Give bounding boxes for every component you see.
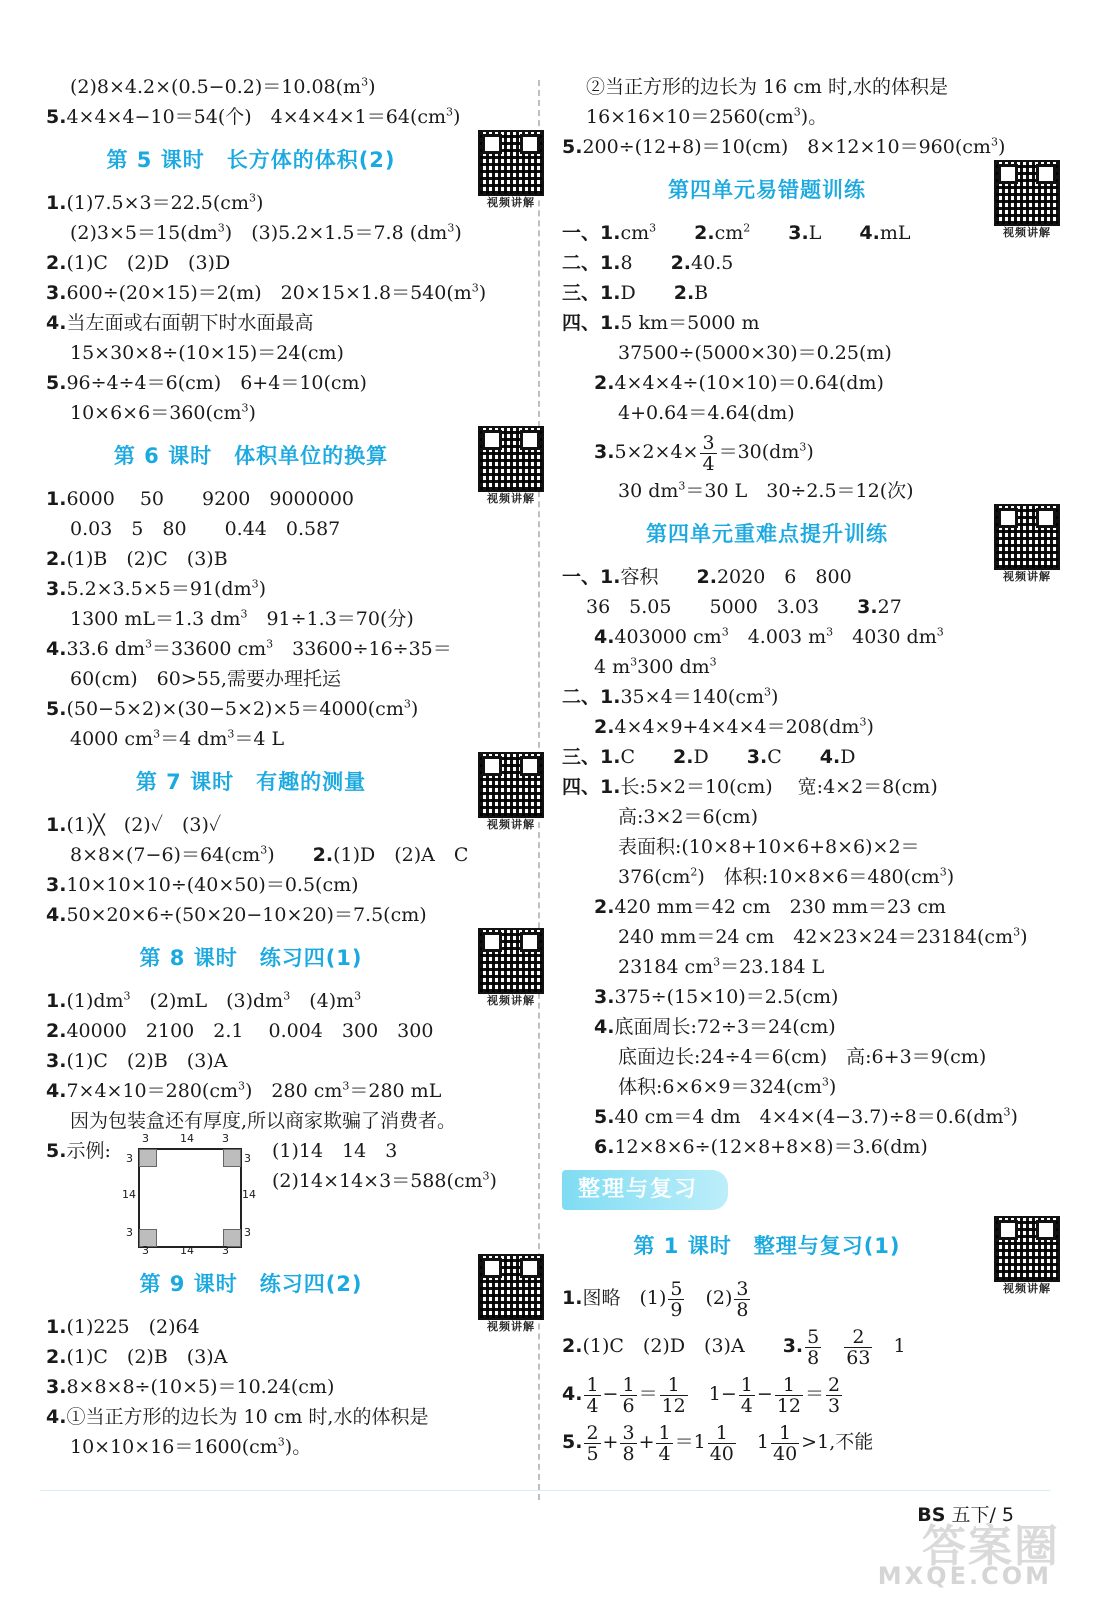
answer-line: $4.7\times 4\times 10=280(cm^3)$ 280 $cm^3=280$ mL bbox=[46, 1079, 442, 1102]
answer-line: 2.(1)C (2)D (3)D bbox=[46, 252, 231, 274]
answer-line: 1.图略 (1) $\frac{5}{9}$ (2) $\frac{3}{8}$ bbox=[562, 1277, 749, 1321]
answer-line: 4000 $cm^3=4$ $dm^3=4$ L bbox=[70, 727, 285, 750]
answer-line: 高:3×2＝6(cm) bbox=[618, 806, 759, 828]
answer-line: 2.(1)C (2)D (3)A 3. $\frac{5}{8}$ $\frac{2}{63}$ 1 bbox=[562, 1325, 906, 1369]
answer-line: 3.375÷(15×10)＝2.5(cm) bbox=[594, 986, 839, 1008]
edition-code: BS bbox=[917, 1504, 946, 1526]
square-net bbox=[138, 1148, 242, 1248]
qr-code-icon[interactable]: 视频讲解 bbox=[992, 160, 1062, 240]
answer-line: 二、$1.35\times 4=140(cm^3)$ bbox=[562, 685, 779, 708]
answer-line: 3.600÷(20×15)＝2(m) $20\times 15\times 1.8=540(m^3)$ bbox=[46, 281, 487, 304]
qr-code-icon[interactable]: 视频讲解 bbox=[476, 928, 546, 1008]
answer-line: 1.6000 50 9200 9000000 bbox=[46, 488, 354, 510]
answer-line: $8\times 8\times(7-6)=64(cm^3)$ 2.(1)D (2)A C bbox=[70, 843, 469, 866]
answer-line: 4. $\frac{1}{4}$ − $\frac{1}{6}$ ＝ $\frac{1}{12}$ 1− $\frac{1}{4}$ − $\frac{1}{12}$ ＝ $\frac{2}{3}$ bbox=[562, 1373, 841, 1417]
answer-line: 4.当左面或右面朝下时水面最高 bbox=[46, 312, 314, 334]
answer-line: 3.8×8×8÷(10×5)＝10.24(cm) bbox=[46, 1376, 335, 1398]
dimension-label: 14 bbox=[122, 1188, 136, 1201]
dimension-label: 14 bbox=[180, 1244, 194, 1257]
answer-line: 一、1.容积 2.2020 6 800 bbox=[562, 566, 852, 588]
answer-line: 表面积:(10×8+10×6+8×6)×2＝ bbox=[618, 836, 920, 858]
answer-line: 5.40 cm＝4 dm $4\times 4\times(4-3.7)\div 8=0.6(dm^3)$ bbox=[594, 1105, 1018, 1128]
watermark-logo: 答案圈 bbox=[922, 1521, 1060, 1572]
dimension-label: 3 bbox=[126, 1152, 133, 1165]
dimension-label: 3 bbox=[244, 1152, 251, 1165]
answer-line: $10\times 6\times 6=360(cm^3)$ bbox=[70, 401, 256, 424]
answer-line: 四、1.长:5×2＝10(cm) 宽:4×2＝8(cm) bbox=[562, 776, 938, 798]
answer-line: 4.50×20×6÷(50×20−10×20)＝7.5(cm) bbox=[46, 904, 427, 926]
answer-line: (1)14 14 3 bbox=[272, 1140, 398, 1162]
section-title-unit4-advanced: 第四单元重难点提升训练 视频讲解 bbox=[562, 506, 1062, 562]
qr-code-icon[interactable]: 视频讲解 bbox=[476, 426, 546, 506]
answer-line: 37500÷(5000×30)＝0.25(m) bbox=[618, 342, 892, 364]
qr-code-icon[interactable]: 视频讲解 bbox=[476, 1254, 546, 1334]
answer-line: 2.(1)C (2)B (3)A bbox=[46, 1346, 228, 1368]
review-banner: 整理与复习 bbox=[562, 1170, 728, 1210]
answer-line: 5.96÷4÷4＝6(cm) 6+4＝10(cm) bbox=[46, 372, 367, 394]
grade-label: 五下 bbox=[951, 1504, 990, 1526]
answer-line: 一、$1.cm^3$ $2.cm^2$ 3.L 4.mL bbox=[562, 221, 911, 244]
qr-code-icon[interactable]: 视频讲解 bbox=[992, 504, 1062, 584]
page-footer: BS 五下/ 5 bbox=[917, 1504, 1014, 1526]
qr-code-icon[interactable]: 视频讲解 bbox=[476, 752, 546, 832]
answer-line: $10\times 10\times 16=1600(cm^3)$。 bbox=[70, 1435, 312, 1458]
answer-line: 0.03 5 80 0.44 0.587 bbox=[70, 518, 341, 540]
watermark-url: MXQE.COM bbox=[877, 1562, 1052, 1590]
answer-line: 5. $\frac{2}{5}$ + $\frac{3}{8}$ + $\frac{1}{4}$ ＝1 $\frac{1}{40}$ 1 $\frac{1}{40}$ >1,不能 bbox=[562, 1421, 874, 1465]
answer-line: 1.(1)225 (2)64 bbox=[46, 1316, 200, 1338]
answer-line: 4.底面周长:72÷3＝24(cm) bbox=[594, 1016, 836, 1038]
dimension-label: 3 bbox=[142, 1244, 149, 1257]
answer-line: 4 $m^3300$ $dm^3$ bbox=[594, 655, 717, 678]
answer-line: 三、1.D 2.B bbox=[562, 282, 709, 304]
answer-line: $376(cm^2)$ 体积$:10\times 8\times 6=480(cm^3)$ bbox=[618, 865, 955, 888]
answer-line: 1.(1)╳ (2)✓ (3)✓ bbox=[46, 814, 222, 836]
qr-code-icon[interactable]: 视频讲解 bbox=[992, 1216, 1062, 1296]
dimension-label: 14 bbox=[242, 1188, 256, 1201]
answer-line: $(2)8\times 4.2\times(0.5-0.2)=10.08(m^3)$ bbox=[70, 75, 376, 98]
section-title-lesson-9: 第 9 课时 练习四(2) 视频讲解 bbox=[46, 1256, 546, 1312]
answer-line: 2.420 mm＝42 cm 230 mm＝23 cm bbox=[594, 896, 946, 918]
answer-line: 因为包装盒还有厚度,所以商家欺骗了消费者。 bbox=[70, 1110, 457, 1132]
answer-line: 3.(1)C (2)B (3)A bbox=[46, 1050, 228, 1072]
answer-line: 4.①当正方形的边长为 10 cm 时,水的体积是 bbox=[46, 1406, 429, 1428]
answer-line: 体积$:6\times 6\times 9=324(cm^3)$ bbox=[618, 1075, 837, 1098]
left-column bbox=[46, 72, 546, 1462]
answer-line: 6.12×8×6÷(12×8+8×8)＝3.6(dm) bbox=[594, 1136, 928, 1158]
answer-line: $5.(50-5\times 2)\times(30-5\times 2)\times 5=4000(cm^3)$ bbox=[46, 697, 419, 720]
answer-line: 23184 $cm^3=23.184$ L bbox=[618, 955, 825, 978]
dimension-label: 3 bbox=[244, 1226, 251, 1239]
answer-line: 3.10×10×10÷(40×50)＝0.5(cm) bbox=[46, 874, 359, 896]
answer-line: 3.5×2×4× $\frac{3}{4}$ $=30(dm^3)$ bbox=[594, 431, 814, 475]
folded-box-diagram: 5.示例: 3 14 3 3 14 3 3 14 3 3 14 3 (1)14 14 3 $(2)14\times 14\times 3=588(cm^3)$ bbox=[46, 1132, 497, 1257]
section-title-lesson-5: 第 5 课时 长方体的体积(2) 视频讲解 bbox=[46, 132, 546, 188]
answer-line: 4.33.6 $dm^3=33600$ $cm^3$ 33600÷16÷35＝ bbox=[46, 637, 452, 660]
answer-line: 2.(1)B (2)C (3)B bbox=[46, 548, 228, 570]
answer-line: 4+0.64＝4.64(dm) bbox=[618, 402, 795, 424]
answer-line: 30 $dm^3=30$ L 30÷2.5＝12(次) bbox=[618, 479, 914, 502]
section-title-unit4-errors: 第四单元易错题训练 视频讲解 bbox=[562, 162, 1062, 218]
answer-line: 三、1.C 2.D 3.C 4.D bbox=[562, 746, 856, 768]
qr-code-icon[interactable]: 视频讲解 bbox=[476, 130, 546, 210]
answer-line: 二、1.8 2.40.5 bbox=[562, 252, 734, 274]
dimension-label: 3 bbox=[126, 1226, 133, 1239]
fraction: $\frac{3}{4}$ bbox=[702, 431, 715, 475]
dimension-label: 14 bbox=[180, 1132, 194, 1145]
answer-line: $16\times 16\times 10=2560(cm^3)$。 bbox=[586, 105, 828, 128]
answer-line: 四、1.5 km＝5000 m bbox=[562, 312, 760, 334]
dimension-label: 3 bbox=[222, 1244, 229, 1257]
answer-line: $(2)3\times 5=15(dm^3)$ (3)5.2×1.5＝7.8 $(dm^3)$ bbox=[70, 221, 462, 244]
section-title-lesson-8: 第 8 课时 练习四(1) 视频讲解 bbox=[46, 930, 546, 986]
answer-line: $(2)14\times 14\times 3=588(cm^3)$ bbox=[272, 1169, 497, 1192]
answer-line: 2.40000 2100 2.1 0.004 300 300 bbox=[46, 1020, 434, 1042]
answer-line: 5.4×4×4−10＝54(个) $4\times 4\times 4\times 1=64(cm^3)$ bbox=[46, 105, 461, 128]
dimension-label: 3 bbox=[142, 1132, 149, 1145]
answer-line: ②当正方形的边长为 16 cm 时,水的体积是 bbox=[586, 76, 948, 98]
answer-line: 5.200÷(12+8)＝10(cm) $8\times 12\times 10=960(cm^3)$ bbox=[562, 135, 1006, 158]
footer-rule bbox=[40, 1490, 1050, 1491]
dimension-label: 3 bbox=[222, 1132, 229, 1145]
answer-line: 36 5.05 5000 3.03 3.27 bbox=[586, 596, 902, 618]
answer-line: 4.403000 $cm^3$ 4.003 $m^3$ 4030 $dm^3$ bbox=[594, 625, 944, 648]
answer-line: 60(cm) 60>55,需要办理托运 bbox=[70, 668, 341, 690]
answer-line: 2.4×4×4÷(10×10)＝0.64(dm) bbox=[594, 372, 884, 394]
answer-line: $1.(1)dm^3$ (2)mL $(3)dm^3$ $(4)m^3$ bbox=[46, 989, 362, 1012]
answer-line: $2.4\times 4\times 9+4\times 4\times 4=208(dm^3)$ bbox=[594, 715, 874, 738]
answer-line: 240 mm＝24 cm $42\times 23\times 24=23184(cm^3)$ bbox=[618, 925, 1028, 948]
page-number: 5 bbox=[1001, 1504, 1014, 1526]
answer-line: 底面边长:24÷4＝6(cm) 高:6+3＝9(cm) bbox=[618, 1046, 987, 1068]
answer-line: 1300 mL＝1.3 $dm^3$ 91÷1.3＝70(分) bbox=[70, 607, 414, 630]
answer-line: $1.(1)7.5\times 3=22.5(cm^3)$ bbox=[46, 191, 264, 214]
section-title-lesson-7: 第 7 课时 有趣的测量 视频讲解 bbox=[46, 754, 546, 810]
section-title-review-1: 第 1 课时 整理与复习(1) 视频讲解 bbox=[562, 1218, 1062, 1274]
right-column bbox=[562, 72, 1062, 1466]
answer-line: 15×30×8÷(10×15)＝24(cm) bbox=[70, 342, 344, 364]
answer-line: $3.5.2\times 3.5\times 5=91(dm^3)$ bbox=[46, 577, 267, 600]
section-title-lesson-6: 第 6 课时 体积单位的换算 视频讲解 bbox=[46, 428, 546, 484]
